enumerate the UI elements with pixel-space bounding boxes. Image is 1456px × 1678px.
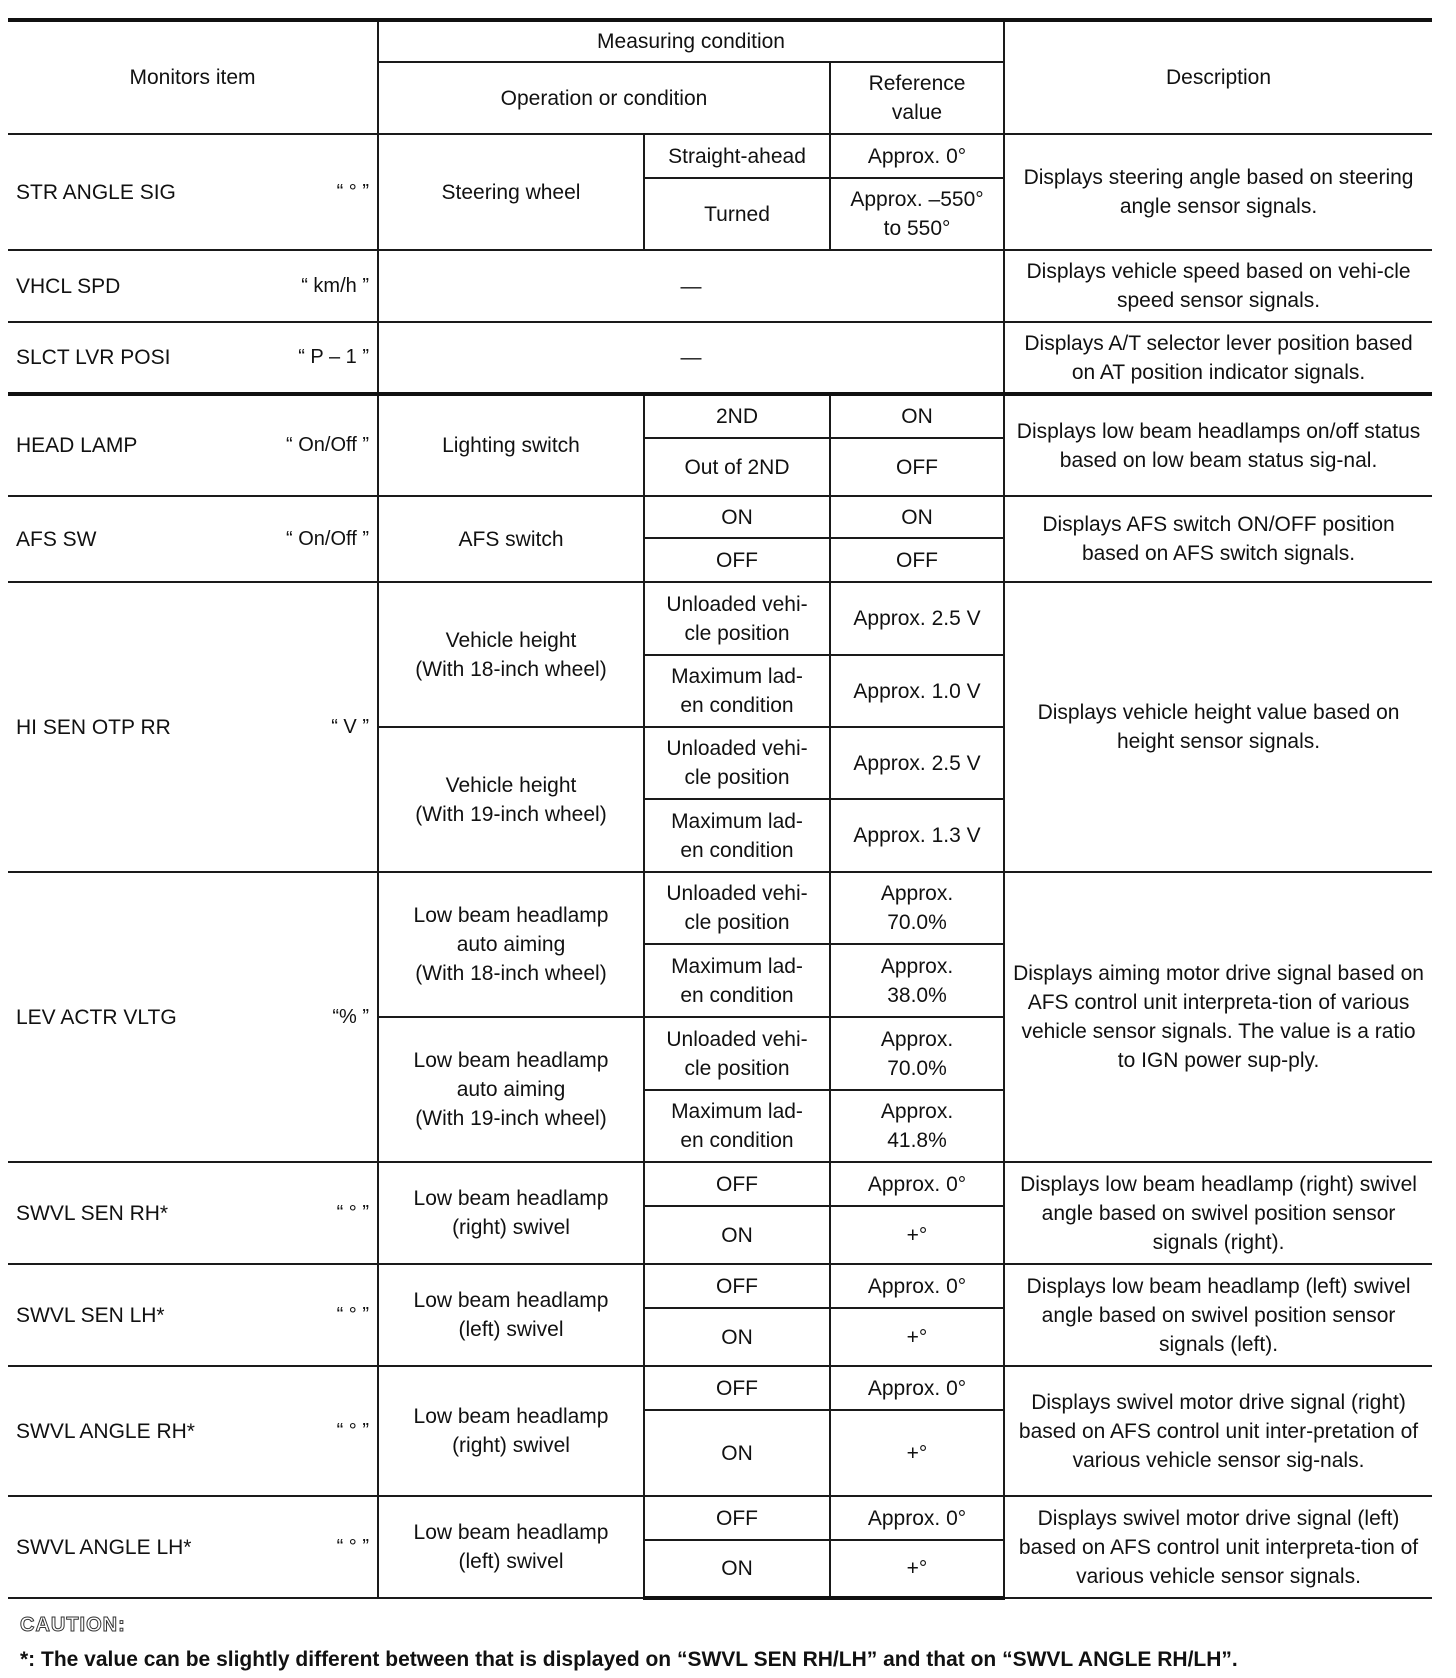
monitor-item-cell [8, 1366, 378, 1496]
monitor-item-cell [8, 1264, 378, 1366]
monitor-item-unit: “% ” [332, 1005, 369, 1028]
operation-cell: Vehicle height (With 19-inch wheel) [378, 727, 644, 872]
monitor-item-unit: “ ° ” [336, 1419, 369, 1442]
reference-value-cell: Approx. 0° [830, 1496, 1004, 1540]
table-row [8, 134, 1432, 178]
condition-cell: ON [644, 1410, 830, 1496]
reference-value-cell: Approx. 0° [830, 1264, 1004, 1308]
table-row [8, 1162, 1432, 1206]
footnote-text: *: The value can be slightly different between that is displayed on “SWVL SEN RH/LH” and that on “SWVL ANGLE RH/LH”. [20, 1648, 1238, 1671]
condition-cell: Unloaded vehi- cle position [644, 727, 830, 799]
condition-cell: Out of 2ND [644, 438, 830, 496]
monitor-item-cell [8, 1162, 378, 1264]
operation-cell: Vehicle height (With 18-inch wheel) [378, 582, 644, 727]
reference-value-cell: OFF [830, 538, 1004, 582]
operation-cell: Lighting switch [378, 394, 644, 496]
monitor-item-name: STR ANGLE SIG [16, 180, 176, 204]
header-measuring-condition: Measuring condition [378, 20, 1004, 62]
condition-cell: Turned [644, 178, 830, 250]
condition-cell: OFF [644, 1496, 830, 1540]
operation-cell: Low beam headlamp (left) swivel [378, 1264, 644, 1366]
condition-cell: OFF [644, 538, 830, 582]
reference-value-cell: OFF [830, 438, 1004, 496]
condition-cell: ON [644, 1540, 830, 1598]
table-row [8, 1496, 1432, 1540]
condition-cell: ON [644, 1308, 830, 1366]
monitor-item-name: SWVL ANGLE LH* [16, 1535, 192, 1559]
table-row [8, 250, 1432, 322]
table-row [8, 1264, 1432, 1308]
operation-cell: Low beam headlamp (left) swivel [378, 1496, 644, 1598]
description-cell: Displays low beam headlamps on/off status based on low beam status sig-nal. [1004, 394, 1432, 496]
reference-value-cell: Approx. –550° to 550° [830, 178, 1004, 250]
description-cell: Displays low beam headlamp (right) swivel angle based on swivel position sensor signals (right). [1004, 1162, 1432, 1264]
monitor-item-unit: “ On/Off ” [286, 434, 369, 456]
reference-value-cell: Approx. 0° [830, 1162, 1004, 1206]
table-row [8, 322, 1432, 394]
monitor-item-cell [8, 250, 378, 322]
condition-cell: Straight-ahead [644, 134, 830, 178]
not-applicable-cell: — [378, 322, 1004, 394]
monitor-item-cell [8, 322, 378, 394]
monitor-item-name: SWVL SEN LH* [16, 1303, 165, 1327]
monitor-item-table [8, 18, 1432, 1600]
reference-value-cell: +° [830, 1308, 1004, 1366]
condition-cell: OFF [644, 1162, 830, 1206]
reference-value-cell: Approx. 41.8% [830, 1090, 1004, 1162]
operation-cell: Low beam headlamp auto aiming (With 18-inch wheel) [378, 872, 644, 1017]
operation-cell: Steering wheel [378, 134, 644, 250]
monitor-item-unit: “ km/h ” [301, 274, 369, 297]
reference-value-cell: Approx. 70.0% [830, 1017, 1004, 1090]
reference-value-cell: Approx. 38.0% [830, 944, 1004, 1017]
reference-value-cell: Approx. 0° [830, 134, 1004, 178]
condition-cell: OFF [644, 1264, 830, 1308]
operation-cell: AFS switch [378, 496, 644, 582]
condition-cell: Unloaded vehi- cle position [644, 872, 830, 944]
monitor-item-unit: “ ° ” [336, 1535, 369, 1558]
table-row [8, 582, 1432, 655]
reference-value-cell: Approx. 70.0% [830, 872, 1004, 944]
reference-value-cell: +° [830, 1410, 1004, 1496]
reference-value-cell: Approx. 1.0 V [830, 655, 1004, 727]
monitor-item-name: AFS SW [16, 527, 97, 551]
condition-cell: Maximum lad- en condition [644, 1090, 830, 1162]
monitor-item-unit: “ ° ” [336, 180, 369, 203]
reference-value-cell: +° [830, 1206, 1004, 1264]
table-row [8, 496, 1432, 538]
condition-cell: Unloaded vehi- cle position [644, 582, 830, 655]
condition-cell: Maximum lad- en condition [644, 655, 830, 727]
monitor-item-cell [8, 134, 378, 250]
condition-cell: Maximum lad- en condition [644, 799, 830, 872]
description-cell: Displays vehicle speed based on vehi-cle speed sensor signals. [1004, 250, 1432, 322]
monitor-item-cell [8, 394, 378, 496]
monitor-item-name: HI SEN OTP RR [16, 715, 171, 739]
caution-label: CAUTION: [20, 1614, 126, 1636]
monitor-item-unit: “ ° ” [336, 1201, 369, 1224]
condition-cell: OFF [644, 1366, 830, 1410]
table-row [8, 394, 1432, 438]
description-cell: Displays swivel motor drive signal (right) based on AFS control unit inter-pretation of various vehicle sensor sig-nals. [1004, 1366, 1432, 1496]
condition-cell: ON [644, 496, 830, 538]
condition-cell: Unloaded vehi- cle position [644, 1017, 830, 1090]
reference-value-cell: Approx. 0° [830, 1366, 1004, 1410]
monitor-item-name: VHCL SPD [16, 274, 121, 298]
header-monitors-item: Monitors item [8, 20, 378, 134]
reference-value-cell: Approx. 2.5 V [830, 582, 1004, 655]
monitor-item-name: SWVL ANGLE RH* [16, 1419, 195, 1443]
reference-value-cell: +° [830, 1540, 1004, 1598]
monitor-item-name: SLCT LVR POSI [16, 346, 171, 369]
description-cell: Displays swivel motor drive signal (left) based on AFS control unit interpreta-tion of various vehicle sensor signals. [1004, 1496, 1432, 1598]
header-description: Description [1004, 20, 1432, 134]
description-cell: Displays A/T selector lever position based on AT position indicator signals. [1004, 322, 1432, 394]
monitor-item-name: HEAD LAMP [16, 434, 138, 457]
monitor-item-name: SWVL SEN RH* [16, 1201, 169, 1225]
monitor-item-name: LEV ACTR VLTG [16, 1005, 177, 1029]
condition-cell: ON [644, 1206, 830, 1264]
not-applicable-cell: — [378, 250, 1004, 322]
monitor-item-unit: “ ° ” [336, 1303, 369, 1326]
description-cell: Displays aiming motor drive signal based on AFS control unit interpreta-tion of various vehicle sensor signals. The value is a ratio to IGN power sup-ply. [1004, 872, 1432, 1162]
header-operation-or-condition: Operation or condition [378, 62, 830, 134]
description-cell: Displays low beam headlamp (left) swivel angle based on swivel position sensor signals (left). [1004, 1264, 1432, 1366]
monitor-item-unit: “ P – 1 ” [298, 346, 369, 368]
monitor-item-unit: “ On/Off ” [286, 527, 369, 550]
description-cell: Displays AFS switch ON/OFF position based on AFS switch signals. [1004, 496, 1432, 582]
description-cell: Displays steering angle based on steering angle sensor signals. [1004, 134, 1432, 250]
operation-cell: Low beam headlamp auto aiming (With 19-inch wheel) [378, 1017, 644, 1162]
operation-cell: Low beam headlamp (right) swivel [378, 1162, 644, 1264]
reference-value-cell: ON [830, 394, 1004, 438]
reference-value-cell: Approx. 1.3 V [830, 799, 1004, 872]
table-row [8, 872, 1432, 944]
description-cell: Displays vehicle height value based on height sensor signals. [1004, 582, 1432, 872]
reference-value-cell: Approx. 2.5 V [830, 727, 1004, 799]
monitor-item-cell [8, 582, 378, 872]
operation-cell: Low beam headlamp (right) swivel [378, 1366, 644, 1496]
monitor-item-cell [8, 496, 378, 582]
table-row [8, 1366, 1432, 1410]
condition-cell: 2ND [644, 394, 830, 438]
header-reference-value: Reference value [830, 62, 1004, 134]
monitor-item-cell [8, 1496, 378, 1598]
condition-cell: Maximum lad- en condition [644, 944, 830, 1017]
monitor-item-cell [8, 872, 378, 1162]
reference-value-cell: ON [830, 496, 1004, 538]
monitor-item-unit: “ V ” [331, 715, 369, 738]
